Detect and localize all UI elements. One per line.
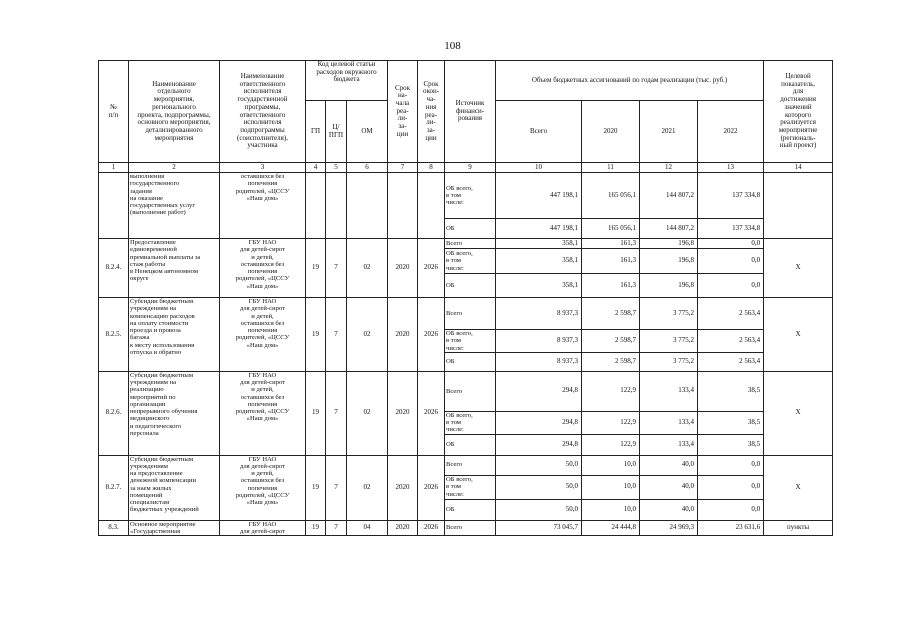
row-2021: 133,4	[640, 434, 698, 455]
column-number: 3	[220, 163, 306, 173]
row-name: Предоставление единовременной премиальной выплаты за стаж работы в Ненецком автономном округе	[129, 239, 220, 298]
row-name: выполнения государственного задания на оказание государственных услуг (выполнение работ)	[129, 173, 220, 239]
header-2021: 2021	[640, 101, 698, 163]
row-om	[347, 173, 388, 239]
table-row	[99, 371, 833, 411]
header-name: Наименование отдельного мероприятия, регионального проекта, подпрограммы, основного мероприятия, детализированного мероприятия	[129, 61, 220, 163]
row-source: ОБ	[445, 352, 496, 371]
row-responsible: ГБУ НАО для детей-сирот и детей, оставшихся без попечения родителей, «ЦССУ «Наш дом»	[220, 239, 306, 298]
row-2022: 137 334,8	[698, 219, 764, 239]
row-name: Субсидии бюджетным учреждениям на реализацию мероприятий по организации непрерывного обучения медицинского и педагогического персонала	[129, 371, 220, 455]
row-2021: 24 969,3	[640, 520, 698, 536]
row-total: 358,1	[496, 274, 582, 298]
table-row	[99, 173, 833, 219]
row-2020: 122,9	[582, 371, 640, 411]
row-start-year: 2020	[388, 520, 418, 536]
column-number: 4	[306, 163, 326, 173]
row-2020: 122,9	[582, 411, 640, 434]
row-source: Всего	[445, 520, 496, 536]
row-gp: 19	[306, 298, 326, 372]
row-end-year: 2026	[418, 298, 445, 372]
header-end: Срок окон- ча- ния реа- ли- за- ции	[418, 61, 445, 163]
row-name: Субсидии бюджетным учреждениям на предоставление денежной компенсации за наем жилых помещений специалистам бюджетных учреждений	[129, 455, 220, 520]
row-gp: 19	[306, 371, 326, 455]
row-2022: 38,5	[698, 371, 764, 411]
row-om: 04	[347, 520, 388, 536]
row-source: ОБ всего, в том числе:	[445, 475, 496, 499]
row-2022: 2 563,4	[698, 352, 764, 371]
header-2020: 2020	[582, 101, 640, 163]
row-2022: 0,0	[698, 239, 764, 249]
row-2022: 38,5	[698, 434, 764, 455]
row-2020: 2 598,7	[582, 352, 640, 371]
row-source: ОБ всего, в том числе:	[445, 330, 496, 353]
row-om: 02	[347, 239, 388, 298]
row-number: 8.2.5.	[99, 298, 129, 372]
row-start-year	[388, 173, 418, 239]
row-total: 447 198,1	[496, 219, 582, 239]
header-gp: ГП	[306, 101, 326, 163]
row-end-year	[418, 173, 445, 239]
row-2021: 3 775,2	[640, 298, 698, 330]
row-2021: 3 775,2	[640, 330, 698, 353]
row-2022: 0,0	[698, 274, 764, 298]
row-2020: 10,0	[582, 475, 640, 499]
row-total: 73 045,7	[496, 520, 582, 536]
row-2020: 2 598,7	[582, 298, 640, 330]
row-2020: 161,3	[582, 249, 640, 274]
row-start-year: 2020	[388, 239, 418, 298]
row-start-year: 2020	[388, 455, 418, 520]
column-number: 8	[418, 163, 445, 173]
row-source: Всего	[445, 455, 496, 475]
row-source: ОБ	[445, 499, 496, 520]
table-row	[99, 298, 833, 330]
row-responsible: ГБУ НАО для детей-сирот и детей, оставшихся без попечения родителей, «ЦССУ «Наш дом»	[220, 371, 306, 455]
row-number: 8.3.	[99, 520, 129, 536]
row-target: Х	[764, 239, 833, 298]
row-total: 294,8	[496, 411, 582, 434]
row-target	[764, 173, 833, 239]
row-om: 02	[347, 455, 388, 520]
row-total: 294,8	[496, 434, 582, 455]
row-total: 50,0	[496, 455, 582, 475]
row-target: Х	[764, 298, 833, 372]
row-start-year: 2020	[388, 371, 418, 455]
column-number: 11	[582, 163, 640, 173]
row-gp	[306, 173, 326, 239]
row-source: ОБ всего, в том числе:	[445, 249, 496, 274]
row-responsible: ГБУ НАО для детей-сирот и детей, оставшихся без попечения родителей, «ЦССУ «Наш дом»	[220, 298, 306, 372]
table-row	[99, 239, 833, 249]
row-pgp	[326, 173, 347, 239]
row-2020: 165 056,1	[582, 219, 640, 239]
column-number: 7	[388, 163, 418, 173]
row-number: 8.2.6.	[99, 371, 129, 455]
row-2022: 0,0	[698, 249, 764, 274]
row-responsible: ГБУ НАО для детей-сирот	[220, 520, 306, 536]
row-2020: 2 598,7	[582, 330, 640, 353]
row-total: 50,0	[496, 499, 582, 520]
row-responsible: оставшихся без попечения родителей, «ЦССУ «Наш дом»	[220, 173, 306, 239]
row-number: 8.2.4.	[99, 239, 129, 298]
row-2020: 10,0	[582, 499, 640, 520]
row-2021: 40,0	[640, 455, 698, 475]
row-end-year: 2026	[418, 520, 445, 536]
row-2020: 165 056,1	[582, 173, 640, 219]
row-om: 02	[347, 371, 388, 455]
row-2021: 196,8	[640, 249, 698, 274]
row-total: 50,0	[496, 475, 582, 499]
column-number: 13	[698, 163, 764, 173]
row-gp: 19	[306, 455, 326, 520]
row-source: Всего	[445, 239, 496, 249]
row-start-year: 2020	[388, 298, 418, 372]
row-total: 294,8	[496, 371, 582, 411]
row-2021: 40,0	[640, 475, 698, 499]
column-number-row	[99, 163, 833, 173]
row-total: 8 937,3	[496, 352, 582, 371]
row-2022: 2 563,4	[698, 330, 764, 353]
row-name: Субсидии бюджетным учреждениям на компенсацию расходов на оплату стоимости проезда и провоза багажа к месту использования отпуска и обратно	[129, 298, 220, 372]
row-2021: 133,4	[640, 371, 698, 411]
row-pgp: 7	[326, 371, 347, 455]
row-2022: 38,5	[698, 411, 764, 434]
row-source: ОБ всего, в том числе:	[445, 411, 496, 434]
row-number	[99, 173, 129, 239]
row-om: 02	[347, 298, 388, 372]
row-2022: 23 631,6	[698, 520, 764, 536]
header-total: Всего	[496, 101, 582, 163]
row-2022: 0,0	[698, 455, 764, 475]
row-pgp: 7	[326, 298, 347, 372]
row-2020: 122,9	[582, 434, 640, 455]
row-pgp: 7	[326, 520, 347, 536]
row-2021: 196,8	[640, 239, 698, 249]
row-source: ОБ всего, в том числе:	[445, 173, 496, 219]
row-end-year: 2026	[418, 371, 445, 455]
header-source: Источник финанси- рования	[445, 61, 496, 163]
column-number: 9	[445, 163, 496, 173]
budget-table	[98, 60, 833, 536]
header-responsible: Наименование ответственного исполнителя государственной программы, ответственного исполнителя подпрограммы (соисполнителя), участника	[220, 61, 306, 163]
row-2021: 196,8	[640, 274, 698, 298]
row-2022: 137 334,8	[698, 173, 764, 219]
row-pgp: 7	[326, 239, 347, 298]
header-volume: Объем бюджетных ассигнований по годам реализации (тыс. руб.)	[496, 61, 764, 101]
row-2021: 40,0	[640, 499, 698, 520]
row-pgp: 7	[326, 455, 347, 520]
row-source: ОБ	[445, 434, 496, 455]
header-pgp: Ц/ ПГП	[326, 101, 347, 163]
header-om: ОМ	[347, 101, 388, 163]
row-total: 358,1	[496, 249, 582, 274]
header-code: Код целевой статьи расходов окружного бюджета	[306, 61, 388, 101]
column-number: 2	[129, 163, 220, 173]
row-2020: 161,3	[582, 239, 640, 249]
row-responsible: ГБУ НАО для детей-сирот и детей, оставшихся без попечения родителей, «ЦССУ «Наш дом»	[220, 455, 306, 520]
row-2022: 2 563,4	[698, 298, 764, 330]
column-number: 12	[640, 163, 698, 173]
table-row	[99, 455, 833, 475]
header-target: Целевой показатель, для достижения значений которого реализуется мероприятие (региональ- ный проект)	[764, 61, 833, 163]
row-target: пункты	[764, 520, 833, 536]
column-number: 5	[326, 163, 347, 173]
header-num: № п/п	[99, 61, 129, 163]
row-gp: 19	[306, 520, 326, 536]
row-2020: 161,3	[582, 274, 640, 298]
row-number: 8.2.7.	[99, 455, 129, 520]
row-source: Всего	[445, 371, 496, 411]
row-target: Х	[764, 371, 833, 455]
row-gp: 19	[306, 239, 326, 298]
column-number: 1	[99, 163, 129, 173]
row-2020: 10,0	[582, 455, 640, 475]
row-source: ОБ	[445, 219, 496, 239]
row-2022: 0,0	[698, 475, 764, 499]
row-2021: 144 807,2	[640, 173, 698, 219]
row-target: Х	[764, 455, 833, 520]
header-start: Срок на- чала реа- ли- за- ции	[388, 61, 418, 163]
header-2022: 2022	[698, 101, 764, 163]
row-2022: 0,0	[698, 499, 764, 520]
column-number: 14	[764, 163, 833, 173]
row-end-year: 2026	[418, 239, 445, 298]
row-source: ОБ	[445, 274, 496, 298]
row-2021: 144 807,2	[640, 219, 698, 239]
row-2021: 3 775,2	[640, 352, 698, 371]
row-2021: 133,4	[640, 411, 698, 434]
row-total: 8 937,3	[496, 298, 582, 330]
row-name: Основное мероприятие «Государственная	[129, 520, 220, 536]
column-number: 10	[496, 163, 582, 173]
row-total: 358,1	[496, 239, 582, 249]
row-end-year: 2026	[418, 455, 445, 520]
column-number: 6	[347, 163, 388, 173]
row-total: 8 937,3	[496, 330, 582, 353]
row-2020: 24 444,8	[582, 520, 640, 536]
page-number: 108	[444, 40, 461, 52]
row-source: Всего	[445, 298, 496, 330]
row-total: 447 198,1	[496, 173, 582, 219]
table-row	[99, 520, 833, 536]
